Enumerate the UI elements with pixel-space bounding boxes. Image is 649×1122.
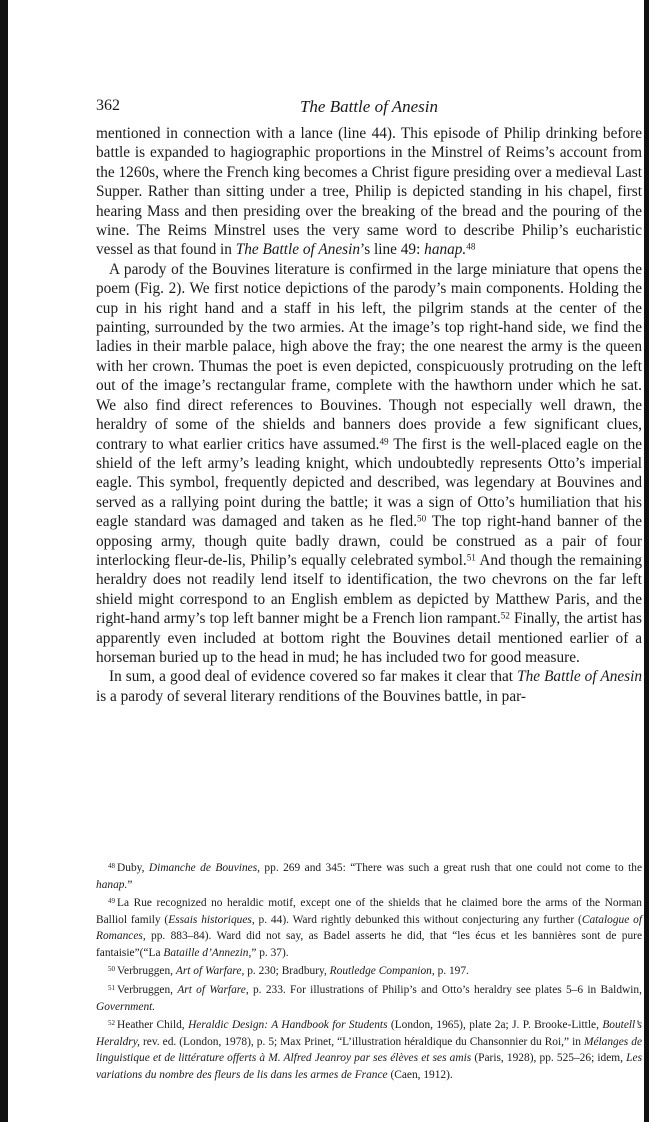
italic-text: Boutell’s Heraldry, (96, 1019, 642, 1048)
text-run: (Caen, 1912). (387, 1068, 453, 1081)
paragraph (96, 260, 642, 668)
italic-text: Heraldic Design: A Handbook for Students (188, 1019, 388, 1032)
text-run: p. 233. For illustrations of Philip’s and Otto’s heraldry see plates 5–6 in Baldwin, (248, 983, 642, 996)
italic-text: Bataille d’Annezin, (163, 946, 252, 959)
italic-text: The Battle of Anesin (235, 241, 360, 259)
footnote-number: 49 (108, 897, 116, 906)
italic-text: Dimanche de Bouvines, (148, 861, 260, 874)
text-run: pp. 883–84). Ward did not say, as Badel asserts he did, that “les écus et les bannières sont de pure fantaisie”(“La (96, 930, 642, 959)
page-number: 362 (96, 97, 120, 114)
footnote (96, 893, 642, 961)
text-run: La Rue recognized no heraldic motif, except one of the shields that he claimed bore the arms of the Norman Balliol family ( (96, 897, 642, 926)
text-run: The first is the well-placed eagle on the shield of the left army’s leading knight, which undoubtedly represents Otto’s imperial eagle. This symbol, frequently depicted and described, was legendary at Bouvines and served as a rallying point during the battle; it was a sign of Otto’s humiliation that his eagle standard was damaged and taken as he fled. (96, 435, 643, 531)
text-run: rev. ed. (London, 1978), p. 5; Max Prinet, “L’illustration héraldique du Chansonnier du Roi,” in (139, 1035, 584, 1048)
footnote-ref: 51 (466, 552, 476, 563)
body-text (96, 124, 642, 706)
italic-text: hanap. (96, 878, 128, 891)
text-run: p. 197. (434, 965, 469, 978)
text-run: In sum, a good deal of evidence covered so far makes it clear that (109, 668, 518, 686)
text-run: p. 230; Bradbury, (244, 965, 330, 978)
footnote (96, 961, 642, 980)
footnote-number: 52 (108, 1019, 116, 1028)
page-header (96, 97, 642, 121)
italic-text: Les variations du nombre des fleurs de lis dans les armes de France (96, 1052, 642, 1081)
italic-text: hanap. (424, 241, 467, 259)
text-run: A parody of the Bouvines literature is confirmed in the large miniature that opens the poem (Fig. 2). We first notice depictions of the parody’s main components. Holding the cup in his right hand and a staff in his left, the pilgrim stands at the center of the painting, surrounded by the two armies. At the image’s top right-hand side, we find the ladies in their marble palace, high above the fray; the one nearest the army is the queen with her crown. Thumas the poet is even depicted, conspicuously protruding on the left out of the image’s rectangular frame, complete with the hawthorn under which he sat. We also find direct references to Bouvines. Though not especially well drawn, the heraldry of some of the shields and banners does provide a few significant clues, contrary to what earlier critics have assumed. (96, 260, 642, 453)
footnote-ref: 52 (500, 610, 510, 621)
text-run: is a parody of several literary renditions of the Bouvines battle, in par- (96, 687, 527, 705)
text-run: (Paris, 1928), pp. 525–26; idem, (471, 1052, 627, 1065)
italic-text: The Battle of Anesin (517, 668, 642, 686)
paragraph (96, 667, 642, 706)
footnote (96, 980, 642, 1015)
footnote-number: 51 (108, 984, 116, 993)
footnote (96, 1015, 642, 1083)
italic-text: Art of Warfare, (177, 983, 249, 996)
italic-text: Routledge Companion, (329, 965, 435, 978)
italic-text: Art of Warfare, (175, 965, 245, 978)
text-run: Verbruggen, (117, 983, 178, 996)
footnote-number: 48 (108, 862, 116, 870)
running-head: The Battle of Anesin (299, 97, 439, 116)
text-run: And though the remaining heraldry does not readily lend itself to identification, the two chevrons on the far left shield might correspond to an English emblem as depicted by Matthew Paris, and the right-hand army’s top left banner might be a French lion rampant. (96, 551, 642, 628)
paragraph (96, 124, 642, 260)
text-run: Heather Child, (117, 1019, 189, 1032)
text-run: ’s line 49: (360, 241, 425, 259)
text-run: mentioned in connection with a lance (line 44). This episode of Philip drinking before battle is expanded to hagiographic proportions in the Minstrel of Reims’s account from the 1260s, where the French king becomes a Christ figure presiding over a medieval Last Supper. Rather than sitting under a tree, Philip is depicted standing in his chapel, first hearing Mass and then presiding over the breaking of the bread and the pouring of the wine. The Reims Minstrel uses the very same word to describe Philip’s eucharistic vessel as that found in (96, 125, 642, 259)
footnote-ref: 48 (466, 241, 476, 252)
text-run: The top right-hand banner of the opposing army, though quite badly drawn, could be construed as a pair of four interlocking fleur-de-lis, Philip’s equally celebrated symbol. (96, 513, 642, 569)
footnote-number: 50 (108, 965, 116, 974)
scan-edge-left (0, 0, 8, 1122)
footnotes (96, 858, 642, 1083)
footnote (96, 858, 642, 893)
text-run: Duby, (117, 861, 149, 874)
text-run: pp. 269 and 345: “There was such a great rush that one could not come to the (259, 861, 642, 874)
scan-edge-right (644, 0, 649, 1122)
text-run: Finally, the artist has apparently even included at bottom right the Bouvines detail mentioned earlier of a horseman buried up to the head in mud; he has included two for good measure. (96, 610, 642, 666)
footnote-ref: 49 (379, 435, 389, 446)
text-run: ” p. 37). (251, 946, 289, 959)
text-run: ” (127, 878, 133, 891)
footnote-ref: 50 (417, 513, 427, 524)
italic-text: Mélanges de linguistique et de littérature offerts à M. Alfred Jeanroy par ses élèves et ses amis (96, 1035, 642, 1065)
text-run: p. 44). Ward rightly debunked this without conjecturing any further ( (254, 913, 582, 926)
text-run: (London, 1965), plate 2a; J. P. Brooke-Little, (387, 1019, 603, 1032)
text-run: Verbruggen, (117, 965, 176, 978)
italic-text: Essais historiques, (168, 913, 255, 926)
italic-text: Catalogue of Romances, (96, 913, 643, 943)
italic-text: Government. (96, 1000, 156, 1013)
